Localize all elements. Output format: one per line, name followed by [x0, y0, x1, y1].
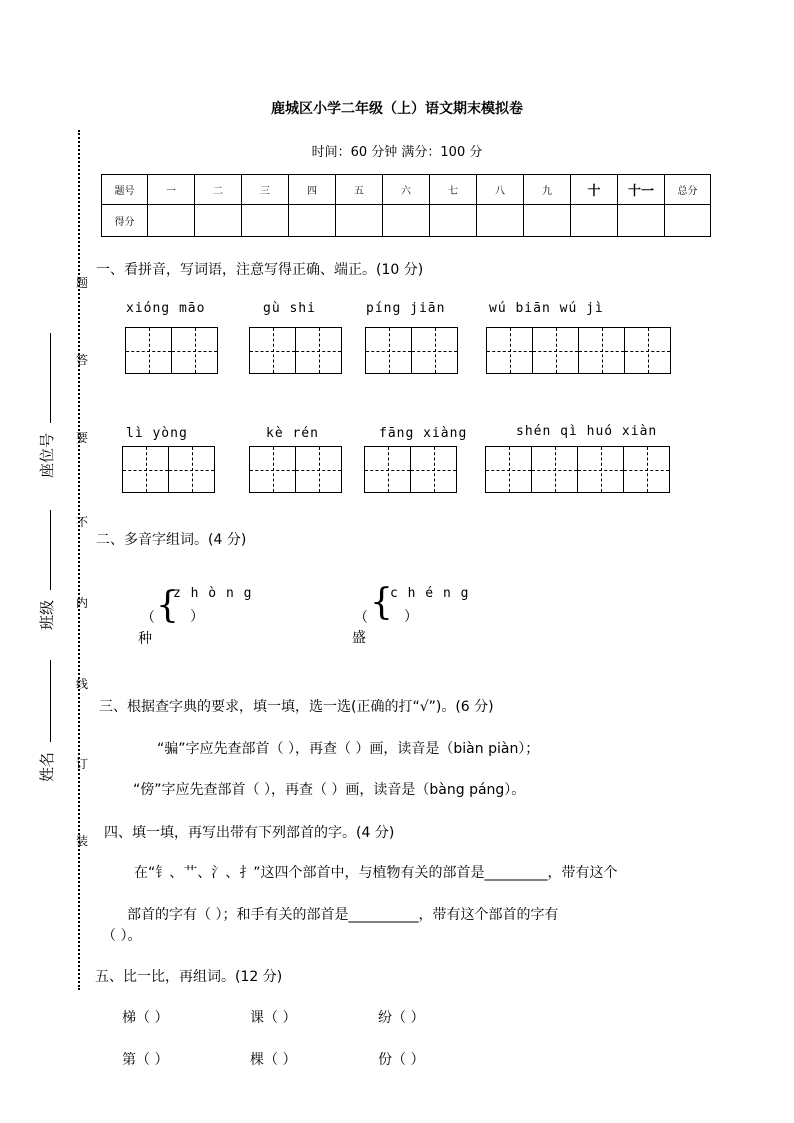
table-cell: 得分	[102, 205, 148, 237]
page-title: 鹿城区小学二年级（上）语文期末模拟卷	[271, 101, 523, 117]
binding-dotted-line	[78, 130, 80, 990]
pinyin-label: xióng māo	[126, 301, 206, 316]
word-item: 棵（ ）	[250, 1052, 297, 1068]
paren-close: ）	[190, 609, 204, 625]
writing-grid[interactable]	[125, 327, 218, 374]
class-label: 班级	[38, 599, 56, 630]
pinyin-label: shén qì huó xiàn	[516, 424, 658, 439]
score-table	[101, 174, 711, 237]
polyphone-char: 盛	[352, 630, 366, 646]
section5-heading: 五、比一比，再组词。(12 分)	[95, 969, 283, 985]
pinyin-label: c h é n g	[390, 586, 470, 601]
table-cell: 八	[477, 175, 524, 205]
seat-number-blank[interactable]	[50, 333, 51, 423]
table-cell: 总分	[665, 175, 711, 205]
score-blank[interactable]	[289, 205, 336, 237]
table-cell: 十	[571, 175, 618, 205]
table-cell: 九	[524, 175, 571, 205]
question-line: 部首的字有（ ）；和手有关的部首是__________，带有这个部首的字有	[127, 907, 559, 923]
score-blank[interactable]	[148, 205, 195, 237]
pinyin-label: gù shi	[263, 301, 316, 316]
score-blank[interactable]	[242, 205, 289, 237]
score-blank[interactable]	[618, 205, 665, 237]
writing-grid[interactable]	[122, 446, 215, 493]
polyphone-char: 种	[138, 631, 152, 647]
seal-char: 不	[76, 515, 89, 529]
seat-number-label: 座位号	[38, 432, 56, 478]
seal-char: 内	[76, 596, 89, 610]
pinyin-label: z h ò n g	[173, 586, 253, 601]
score-blank[interactable]	[383, 205, 430, 237]
word-item: 梯（ ）	[122, 1010, 169, 1026]
table-cell: 五	[336, 175, 383, 205]
seal-char: 订	[76, 757, 89, 771]
question-line: “骗”字应先查部首（ ），再查（ ）画，读音是（biàn piàn）；	[157, 741, 540, 757]
table-cell: 二	[195, 175, 242, 205]
paren-open: （	[141, 610, 155, 626]
seal-char: 线	[76, 677, 89, 691]
pinyin-label: lì yòng	[126, 426, 188, 441]
score-blank[interactable]	[336, 205, 383, 237]
score-blank[interactable]	[477, 205, 524, 237]
seal-char: 装	[76, 834, 89, 848]
seal-char: 答	[76, 353, 89, 367]
paren-open: （	[354, 610, 368, 626]
name-label: 姓名	[38, 751, 56, 782]
table-cell: 三	[242, 175, 289, 205]
seal-char: 要	[76, 431, 89, 445]
section4-heading: 四、填一填，再写出带有下列部首的字。(4 分)	[104, 825, 395, 841]
word-item: 纷（ ）	[378, 1010, 425, 1026]
table-cell: 题号	[102, 175, 148, 205]
score-blank[interactable]	[430, 205, 477, 237]
table-cell: 四	[289, 175, 336, 205]
time-info: 时间：60 分钟 满分：100 分	[311, 145, 483, 160]
question-line: 在“钅、艹、氵、扌”这四个部首中，与植物有关的部首是_________，带有这个	[134, 865, 618, 881]
question-line: （ ）。	[102, 928, 142, 944]
writing-grid[interactable]	[485, 446, 670, 493]
class-blank[interactable]	[50, 510, 51, 590]
name-blank[interactable]	[50, 660, 51, 742]
section2-heading: 二、多音字组词。(4 分)	[96, 532, 247, 548]
pinyin-label: wú biān wú jì	[489, 301, 604, 316]
writing-grid[interactable]	[249, 446, 342, 493]
word-item: 份（ ）	[378, 1052, 425, 1068]
writing-grid[interactable]	[365, 327, 458, 374]
score-blank[interactable]	[571, 205, 618, 237]
paren-close: ）	[404, 609, 418, 625]
seal-char: 题	[76, 276, 89, 290]
pinyin-label: píng jiān	[366, 301, 446, 316]
section3-heading: 三、根据查字典的要求，填一填，选一选(正确的打“√”)。(6 分)	[99, 699, 494, 715]
word-item: 课（ ）	[250, 1010, 297, 1026]
writing-grid[interactable]	[364, 446, 457, 493]
brace-icon: {	[370, 582, 393, 623]
question-line: “傍”字应先查部首（ ），再查（ ）画，读音是（bàng páng）。	[133, 782, 526, 798]
score-table-score-row	[102, 205, 711, 237]
brace-icon: {	[156, 585, 179, 626]
pinyin-label: fāng xiàng	[379, 426, 468, 441]
writing-grid[interactable]	[486, 327, 671, 374]
score-blank[interactable]	[665, 205, 711, 237]
score-blank[interactable]	[524, 205, 571, 237]
table-cell: 六	[383, 175, 430, 205]
score-table-header-row	[102, 175, 711, 205]
table-cell: 一	[148, 175, 195, 205]
score-blank[interactable]	[195, 205, 242, 237]
writing-grid[interactable]	[249, 327, 342, 374]
word-item: 第（ ）	[122, 1052, 169, 1068]
table-cell: 十一	[618, 175, 665, 205]
pinyin-label: kè rén	[266, 426, 319, 441]
table-cell: 七	[430, 175, 477, 205]
section1-heading: 一、看拼音，写词语，注意写得正确、端正。(10 分)	[96, 262, 424, 278]
